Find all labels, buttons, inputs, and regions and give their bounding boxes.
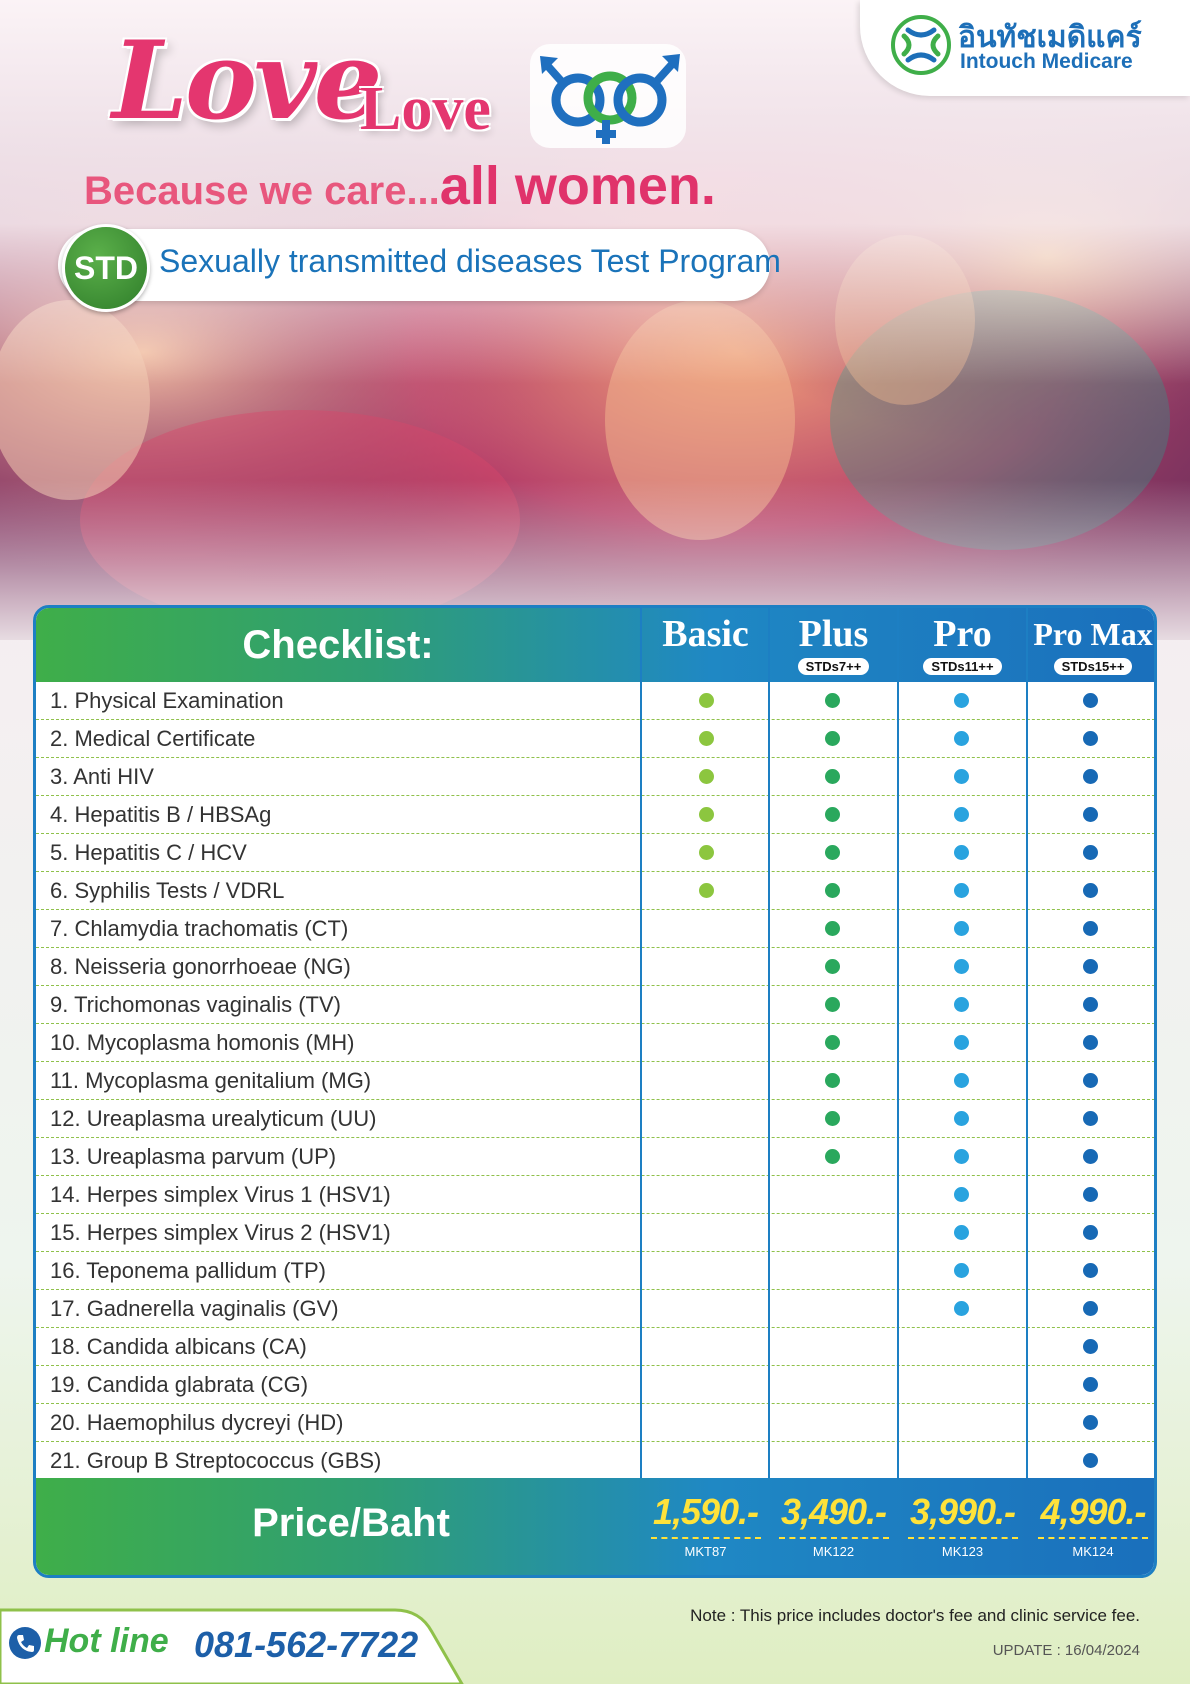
included-dot-pro xyxy=(954,1111,969,1126)
included-dot-pro xyxy=(954,921,969,936)
included-dot-plus xyxy=(825,807,840,822)
included-dot-pro xyxy=(954,731,969,746)
table-row xyxy=(36,1328,1157,1366)
table-row xyxy=(36,1138,1157,1176)
price-amount: 1,590.- xyxy=(652,1491,759,1532)
price-amount: 3,490.- xyxy=(780,1491,887,1532)
table-row xyxy=(36,758,1157,796)
price-note: Note : This price includes doctor's fee and clinic service fee. xyxy=(690,1606,1140,1625)
package-code: MK123 xyxy=(908,1537,1018,1559)
table-row xyxy=(36,1214,1157,1252)
included-dot-pro xyxy=(954,1301,969,1316)
included-dot-promax xyxy=(1083,1301,1098,1316)
checklist-item-label: 21. Group B Streptococcus (GBS) xyxy=(50,1448,382,1473)
price-promax xyxy=(1028,1478,1157,1578)
column-divider xyxy=(640,608,642,1553)
checklist-item-label: 16. Teponema pallidum (TP) xyxy=(50,1258,326,1283)
included-dot-plus xyxy=(825,959,840,974)
price-row xyxy=(36,1478,1157,1578)
included-dot-plus xyxy=(825,693,840,708)
included-dot-promax xyxy=(1083,959,1098,974)
included-dot-plus xyxy=(825,1073,840,1088)
price-amount: 3,990.- xyxy=(909,1491,1016,1532)
checklist-item-label: 4. Hepatitis B / HBSAg xyxy=(50,802,272,827)
plan-sub-badge: STDs15++ xyxy=(1054,658,1133,675)
table-row xyxy=(36,1252,1157,1290)
included-dot-plus xyxy=(825,731,840,746)
table-row xyxy=(36,910,1157,948)
tagline xyxy=(84,155,716,217)
table-row xyxy=(36,1100,1157,1138)
price-amount: 4,990.- xyxy=(1040,1491,1146,1532)
included-dot-plus xyxy=(825,997,840,1012)
column-divider xyxy=(897,608,899,1553)
included-dot-pro xyxy=(954,1187,969,1202)
phone-icon xyxy=(8,1626,42,1660)
update-date: UPDATE : 16/04/2024 xyxy=(992,1642,1140,1659)
column-divider xyxy=(1026,608,1028,1553)
included-dot-pro xyxy=(954,807,969,822)
price-plus xyxy=(770,1478,897,1578)
hotline-number[interactable]: 081-562-7722 xyxy=(194,1624,419,1665)
table-row xyxy=(36,1404,1157,1442)
package-code: MK124 xyxy=(1038,1537,1148,1559)
included-dot-plus xyxy=(825,921,840,936)
checklist-item-label: 1. Physical Examination xyxy=(50,688,284,713)
table-row xyxy=(36,796,1157,834)
table-row xyxy=(36,948,1157,986)
included-dot-pro xyxy=(954,959,969,974)
checklist-item-label: 15. Herpes simplex Virus 2 (HSV1) xyxy=(50,1220,391,1245)
checklist-item-label: 11. Mycoplasma genitalium (MG) xyxy=(50,1068,372,1093)
included-dot-promax xyxy=(1083,997,1098,1012)
checklist-item-label: 9. Trichomonas vaginalis (TV) xyxy=(50,992,341,1017)
table-row xyxy=(36,1062,1157,1100)
included-dot-promax xyxy=(1083,883,1098,898)
plan-header-plus xyxy=(770,608,897,682)
checklist-item-label: 19. Candida glabrata (CG) xyxy=(50,1372,309,1397)
included-dot-promax xyxy=(1083,1035,1098,1050)
price-basic xyxy=(642,1478,769,1578)
plan-name: Plus xyxy=(798,613,869,655)
included-dot-promax xyxy=(1083,1111,1098,1126)
title-love-serif: Love xyxy=(360,75,491,143)
table-row xyxy=(36,682,1157,720)
included-dot-plus xyxy=(825,1111,840,1126)
included-dot-basic xyxy=(699,769,714,784)
included-dot-promax xyxy=(1083,1415,1098,1430)
plan-name: Pro Max xyxy=(1033,616,1153,652)
included-dot-promax xyxy=(1083,845,1098,860)
included-dot-basic xyxy=(699,807,714,822)
table-row xyxy=(36,1442,1157,1480)
included-dot-promax xyxy=(1083,1377,1098,1392)
hero-banner xyxy=(0,0,1190,640)
checklist-table xyxy=(33,605,1157,1578)
checklist-item-label: 20. Haemophilus dycreyi (HD) xyxy=(50,1410,344,1435)
included-dot-promax xyxy=(1083,769,1098,784)
included-dot-promax xyxy=(1083,921,1098,936)
brand-name-thai: อินทัชเมดิแคร์ xyxy=(958,21,1142,54)
tagline-part2: all women. xyxy=(439,156,716,216)
brand-logo-icon xyxy=(890,14,952,76)
checklist-item-label: 14. Herpes simplex Virus 1 (HSV1) xyxy=(50,1182,391,1207)
included-dot-promax xyxy=(1083,731,1098,746)
checklist-item-label: 10. Mycoplasma homonis (MH) xyxy=(50,1030,355,1055)
checklist-item-label: 12. Ureaplasma urealyticum (UU) xyxy=(50,1106,377,1131)
checklist-rows xyxy=(36,682,1157,1480)
checklist-item-label: 6. Syphilis Tests / VDRL xyxy=(50,878,285,903)
brand-logo xyxy=(860,0,1190,96)
table-row xyxy=(36,986,1157,1024)
checklist-heading: Checklist: xyxy=(242,623,434,667)
included-dot-pro xyxy=(954,845,969,860)
included-dot-plus xyxy=(825,883,840,898)
included-dot-pro xyxy=(954,1263,969,1278)
included-dot-pro xyxy=(954,769,969,784)
hotline-label: Hot line xyxy=(44,1622,169,1660)
included-dot-basic xyxy=(699,693,714,708)
std-badge: STD xyxy=(62,224,150,312)
plan-header-pro xyxy=(899,608,1026,682)
included-dot-pro xyxy=(954,997,969,1012)
tagline-part1: Because we care... xyxy=(84,169,440,213)
table-row xyxy=(36,872,1157,910)
checklist-item-label: 17. Gadnerella vaginalis (GV) xyxy=(50,1296,339,1321)
column-divider xyxy=(768,608,770,1553)
included-dot-promax xyxy=(1083,1225,1098,1240)
included-dot-promax xyxy=(1083,807,1098,822)
brand-name-english: Intouch Medicare xyxy=(960,50,1133,73)
hotline-banner xyxy=(0,1604,470,1684)
plan-header-promax xyxy=(1028,608,1157,682)
package-code: MKT87 xyxy=(651,1537,761,1559)
program-title-banner xyxy=(58,229,781,301)
table-row xyxy=(36,1176,1157,1214)
included-dot-promax xyxy=(1083,693,1098,708)
included-dot-basic xyxy=(699,883,714,898)
included-dot-pro xyxy=(954,1035,969,1050)
table-header xyxy=(36,608,1157,682)
included-dot-pro xyxy=(954,883,969,898)
included-dot-pro xyxy=(954,1073,969,1088)
included-dot-promax xyxy=(1083,1073,1098,1088)
checklist-item-label: 7. Chlamydia trachomatis (CT) xyxy=(50,916,349,941)
title-love-script: Love xyxy=(112,18,380,144)
included-dot-basic xyxy=(699,845,714,860)
included-dot-pro xyxy=(954,1149,969,1164)
checklist-item-label: 8. Neisseria gonorrhoeae (NG) xyxy=(50,954,351,979)
included-dot-basic xyxy=(699,731,714,746)
plan-name: Basic xyxy=(662,613,749,655)
table-row xyxy=(36,834,1157,872)
checklist-item-label: 13. Ureaplasma parvum (UP) xyxy=(50,1144,337,1169)
included-dot-promax xyxy=(1083,1339,1098,1354)
plan-sub-badge: STDs11++ xyxy=(923,658,1001,675)
table-row xyxy=(36,1024,1157,1062)
table-row xyxy=(36,1290,1157,1328)
checklist-item-label: 5. Hepatitis C / HCV xyxy=(50,840,247,865)
package-code: MK122 xyxy=(779,1537,889,1559)
included-dot-plus xyxy=(825,1035,840,1050)
included-dot-promax xyxy=(1083,1263,1098,1278)
gender-symbols-icon xyxy=(528,40,688,150)
table-row xyxy=(36,720,1157,758)
included-dot-promax xyxy=(1083,1149,1098,1164)
table-row xyxy=(36,1366,1157,1404)
price-label: Price/Baht xyxy=(252,1501,450,1545)
plan-header-basic xyxy=(642,608,769,682)
included-dot-plus xyxy=(825,1149,840,1164)
program-title: Sexually transmitted diseases Test Program xyxy=(159,243,781,279)
checklist-item-label: 2. Medical Certificate xyxy=(50,726,256,751)
included-dot-plus xyxy=(825,769,840,784)
plan-sub-badge: STDs7++ xyxy=(798,658,870,675)
checklist-item-label: 3. Anti HIV xyxy=(50,764,154,789)
included-dot-promax xyxy=(1083,1453,1098,1468)
price-pro xyxy=(899,1478,1026,1578)
included-dot-promax xyxy=(1083,1187,1098,1202)
included-dot-plus xyxy=(825,845,840,860)
included-dot-pro xyxy=(954,1225,969,1240)
plan-name: Pro xyxy=(933,613,992,655)
checklist-item-label: 18. Candida albicans (CA) xyxy=(50,1334,307,1359)
included-dot-pro xyxy=(954,693,969,708)
